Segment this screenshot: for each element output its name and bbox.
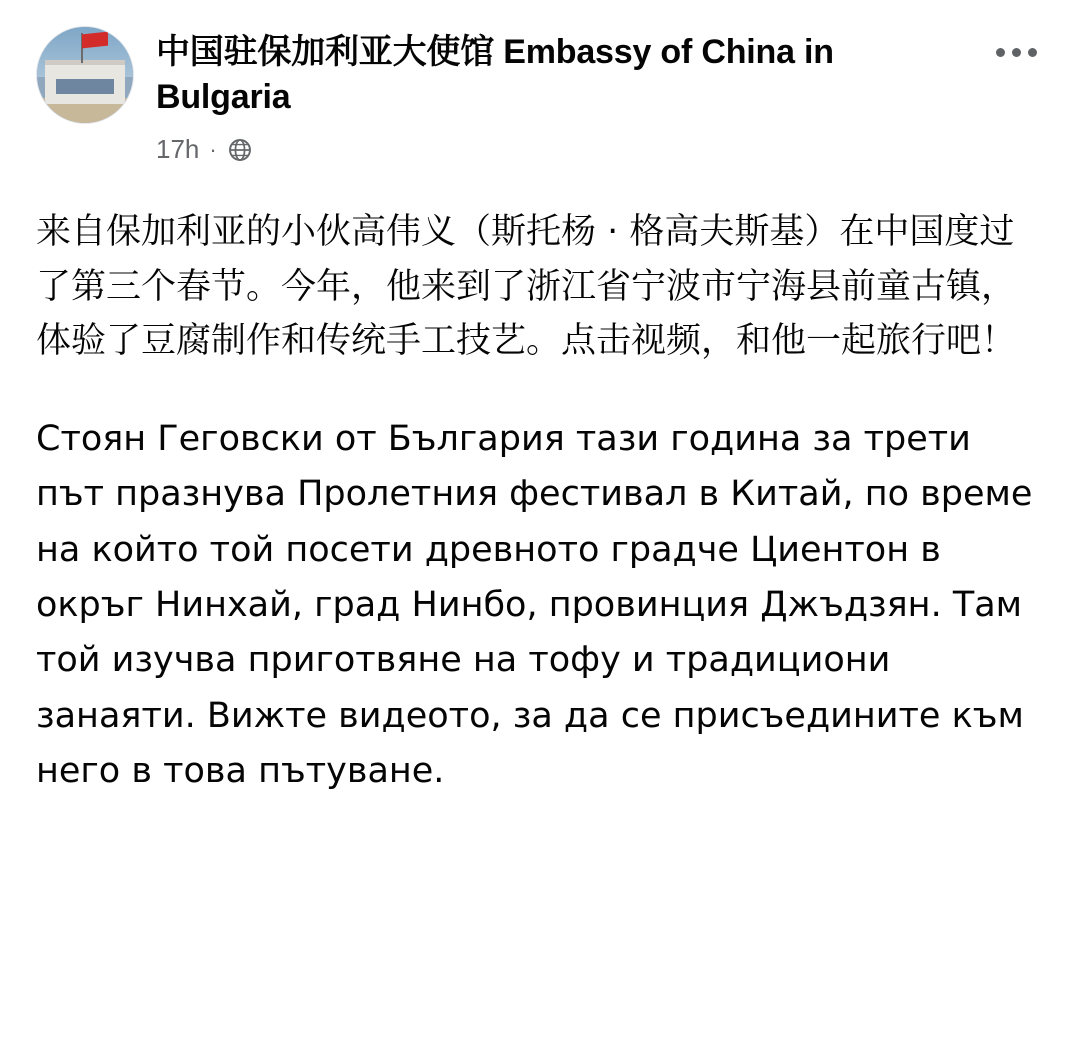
post-paragraph-bulgarian: Стоян Геговски от България тази година за трети път празнува Пролетния фестивал в Китай, по време на който той посети древното градче Циентон в окръг Нинхай, град Нинбо, провинция Джъдзян. Там той изучва приготвяне на тофу и традициони занаяти. Вижте видеото, за да се присъедините към него в това пътуване. — [36, 419, 1033, 791]
post-message — [36, 205, 1043, 799]
post-header-text — [156, 22, 1043, 165]
page-name[interactable]: 中国驻保加利亚大使馆 Embassy of China in Bulgaria — [156, 33, 834, 117]
meta-separator: · — [209, 136, 217, 162]
post-header — [36, 22, 1043, 165]
more-dot — [996, 48, 1005, 57]
more-dot — [1028, 48, 1037, 57]
flag-icon — [82, 31, 108, 48]
post-paragraph-chinese: 来自保加利亚的小伙高伟义（斯托杨 · 格高夫斯基）在中国度过了第三个春节。今年，他来到了浙江省宁波市宁海县前童古镇，体验了豆腐制作和传统手工技艺。点击视频，和他一起旅行吧！ — [36, 212, 1017, 361]
avatar-building — [45, 60, 126, 103]
avatar[interactable] — [36, 26, 134, 124]
post-timestamp[interactable]: 17h — [156, 134, 200, 165]
more-options-icon[interactable] — [989, 32, 1043, 72]
globe-icon[interactable] — [227, 137, 253, 163]
more-dot — [1012, 48, 1021, 57]
post-meta — [156, 134, 1043, 165]
